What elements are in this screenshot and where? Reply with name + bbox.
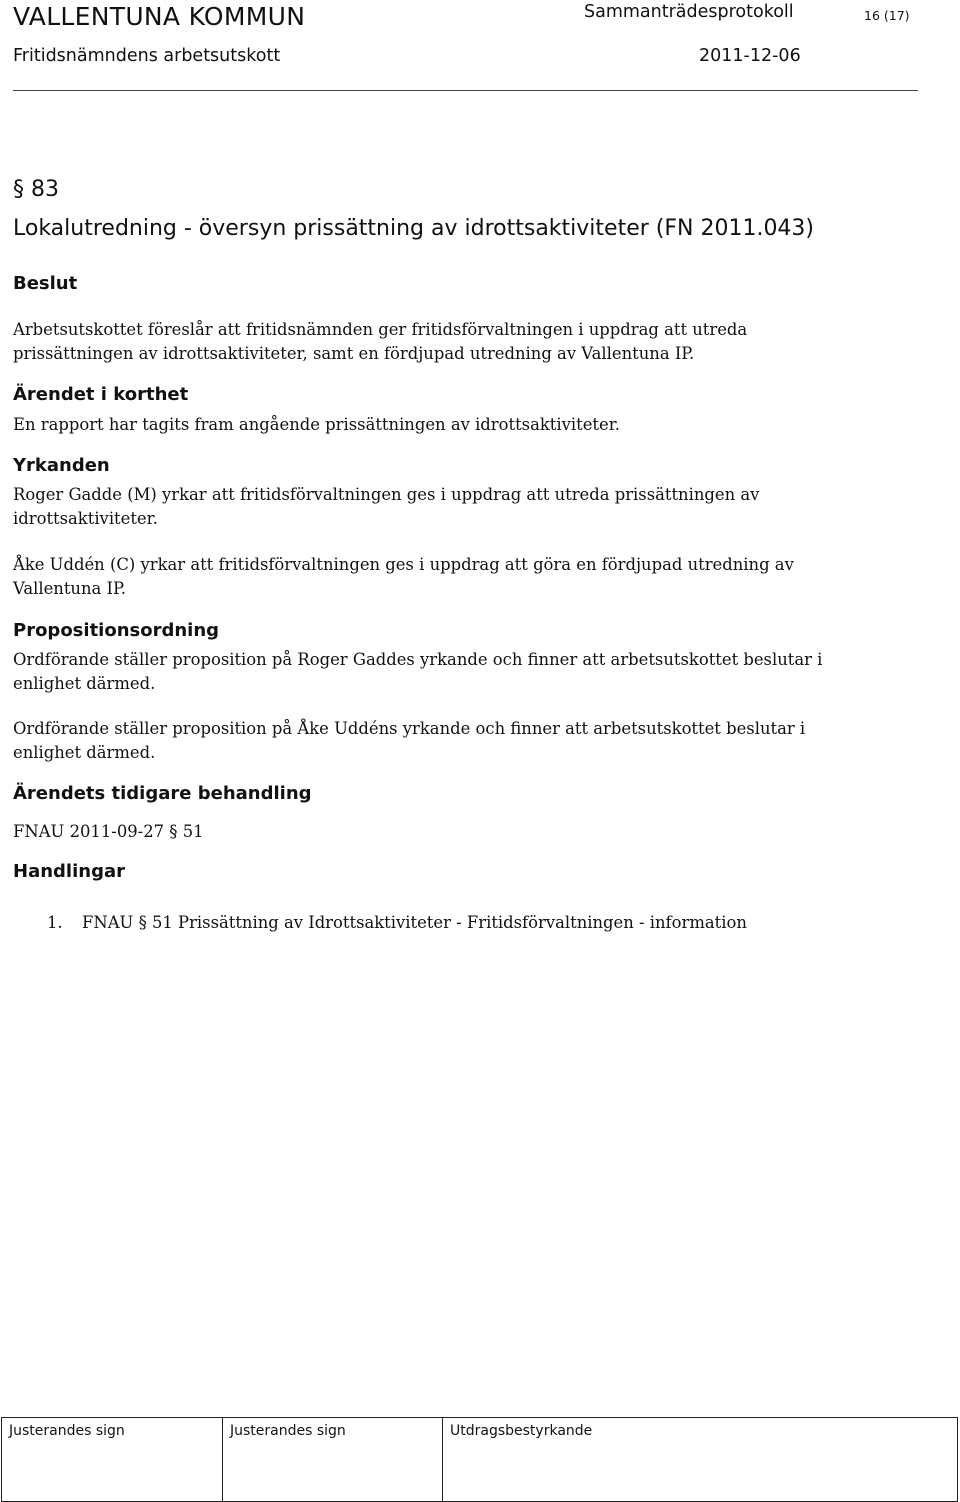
section-number [13,177,59,202]
signature-footer [0,1417,960,1502]
section-title: Lokalutredning - översyn prissättning av idrottsaktiviteter (FN 2011.043) [13,216,815,241]
yrkande-2-text: Åke Uddén (C) yrkar att fritidsförvaltningen ges i uppdrag att göra en fördjupad utredning av Vallentuna IP. [13,555,794,598]
section-sign-icon: § [13,177,31,202]
sign-box-2 [222,1417,443,1502]
beslut-text: Arbetsutskottet föreslår att fritidsnämnden ger fritidsförvaltningen i uppdrag att utreda prissättningen av idrottsaktiviteter, samt en fördjupad utredning av Vallentuna IP. [13,320,748,363]
meeting-date: 2011-12-06 [699,46,801,66]
yrkande-1-text: Roger Gadde (M) yrkar att fritidsförvaltningen ges i uppdrag att utreda prissättningen av idrottsaktiviteter. [13,485,760,528]
sign-box-2-label: Justerandes sign [230,1423,346,1439]
organization-name: VALLENTUNA KOMMUN [13,2,306,31]
utdrag-label: Utdragsbestyrkande [450,1423,593,1439]
proposition-2-text: Ordförande ställer proposition på Åke Uddéns yrkande och finner att arbetsutskottet beslutar i enlighet därmed. [13,719,806,762]
list-item-number: 1. [47,913,63,932]
handlingar-heading: Handlingar [13,861,125,882]
committee-name: Fritidsnämndens arbetsutskott [13,46,281,66]
tidigare-text: FNAU 2011-09-27 § 51 [13,822,204,841]
korthet-heading: Ärendet i korthet [13,384,189,405]
sign-box-1-label: Justerandes sign [9,1423,125,1439]
proposition-heading: Propositionsordning [13,620,220,641]
section-number-value: 83 [31,177,59,202]
beslut-heading: Beslut [13,273,78,294]
utdrag-box [442,1417,958,1502]
document-type: Sammanträdesprotokoll [584,2,794,22]
proposition-1-text: Ordförande ställer proposition på Roger Gaddes yrkande och finner att arbetsutskottet beslutar i enlighet därmed. [13,650,823,693]
tidigare-heading: Ärendets tidigare behandling [13,783,312,804]
sign-box-1 [1,1417,223,1502]
yrkanden-heading: Yrkanden [13,455,110,476]
page-number: 16 (17) [864,8,910,23]
header-divider [13,90,918,91]
korthet-text: En rapport har tagits fram angående prissättningen av idrottsaktiviteter. [13,415,620,434]
list-item: FNAU § 51 Prissättning av Idrottsaktiviteter - Fritidsförvaltningen - information [82,913,747,932]
